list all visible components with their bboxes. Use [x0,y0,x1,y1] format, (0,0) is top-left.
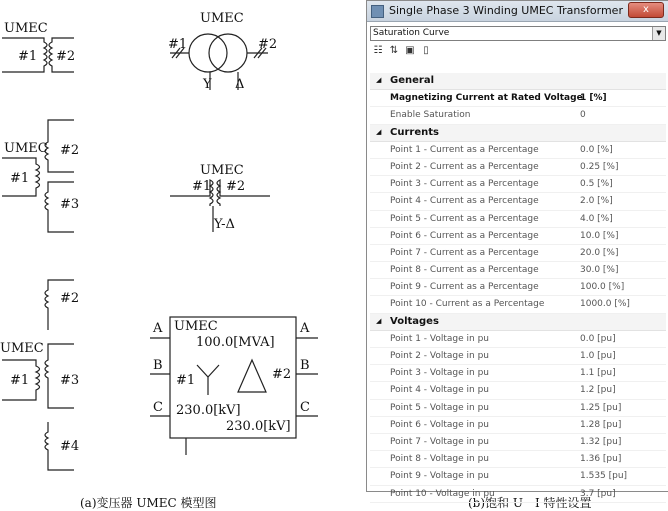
property-row[interactable] [370,331,666,348]
property-row[interactable] [370,159,666,176]
property-value[interactable]: 0.5 [%] [580,179,613,190]
umec-winding-2: #2 [272,367,292,382]
chevron-down-icon[interactable]: ▼ [652,27,665,40]
property-name: Point 3 - Voltage in pu [390,368,490,379]
collapse-icon[interactable]: ◢ [376,316,382,325]
property-name: Point 10 - Voltage in pu [390,488,495,499]
winding-2-label: #2 [226,179,246,194]
toolbar [367,41,668,61]
umec-voltage-2: 230.0[kV] [226,419,291,434]
category-select[interactable] [370,26,666,41]
property-value[interactable]: 2.0 [%] [580,196,613,207]
phase-a-left: A [153,321,163,336]
property-row[interactable] [370,279,666,296]
winding-1-label: #1 [10,171,30,186]
property-value[interactable]: 0.0 [%] [580,144,613,155]
property-name: Point 2 - Voltage in pu [390,351,490,361]
property-value[interactable]: 0.0 [pu] [580,333,616,344]
umec-winding-1: #1 [176,373,196,388]
page-icon[interactable]: ▯ [423,45,429,56]
winding-2-label: #2 [60,291,80,306]
phase-c-right: C [300,400,310,415]
property-row[interactable] [370,262,666,279]
property-value[interactable]: 1.2 [pu] [580,385,616,396]
winding-2-label: #2 [258,37,278,52]
property-value[interactable]: 20.0 [%] [580,247,619,258]
close-button[interactable]: x [628,2,664,18]
category-select-value: Saturation Curve [373,28,450,38]
phase-b-right: B [300,358,310,373]
property-row[interactable] [370,90,666,107]
property-value[interactable]: 1.36 [pu] [580,454,622,465]
property-row[interactable] [370,434,666,451]
property-value[interactable]: 1000.0 [%] [580,299,630,310]
property-row[interactable] [370,451,666,468]
property-value[interactable]: 1.0 [pu] [580,351,616,361]
property-name: Point 8 - Current as a Percentage [390,265,539,276]
property-name: Point 4 - Voltage in pu [390,385,490,396]
property-row[interactable] [370,382,666,399]
property-value[interactable]: 100.0 [%] [580,282,625,293]
property-row[interactable] [370,142,666,159]
window-titlebar[interactable] [367,1,668,22]
umec-rating: 100.0[MVA] [196,335,275,350]
property-value[interactable]: 1.1 [pu] [580,368,616,379]
winding-2-label: #2 [56,49,76,64]
properties-icon[interactable]: ▣ [405,45,415,56]
property-row[interactable] [370,365,666,382]
ydelta-label: Y-Δ [214,217,235,232]
property-value[interactable]: 0.25 [%] [580,161,619,172]
phase-a-right: A [300,321,310,336]
umec-label-2: UMEC [200,11,244,26]
property-row[interactable] [370,228,666,245]
delta-label: Δ [235,77,245,92]
collapse-icon[interactable]: ◢ [376,127,382,136]
property-name: Point 3 - Current as a Percentage [390,179,539,190]
property-value[interactable]: 1 [%] [580,93,607,104]
y-label: Y [203,77,212,92]
umec-label-3: UMEC [4,141,48,156]
umec-voltage-1: 230.0[kV] [176,403,241,418]
category-general[interactable] [370,73,666,90]
property-name: Point 7 - Voltage in pu [390,436,490,447]
window-title: Single Phase 3 Winding UMEC Transformer [389,4,623,17]
umec-label-5: UMEC [0,341,44,356]
winding-1-label: #1 [18,49,38,64]
app-icon [371,5,384,18]
property-value[interactable]: 4.0 [%] [580,213,613,224]
property-name: Point 9 - Current as a Percentage [390,282,539,293]
property-name: Enable Saturation [390,110,471,121]
property-name: Point 2 - Current as a Percentage [390,161,539,172]
collapse-icon[interactable]: ◢ [376,76,382,84]
property-value[interactable]: 3.7 [pu] [580,488,616,499]
property-value[interactable]: 1.28 [pu] [580,419,622,430]
property-name: Point 6 - Current as a Percentage [390,230,539,241]
winding-1-label: #1 [168,37,188,52]
winding-1-label: #1 [192,179,212,194]
property-name: Point 1 - Current as a Percentage [390,144,539,155]
property-row[interactable] [370,107,666,124]
property-name: Magnetizing Current at Rated Voltage [390,93,583,104]
category-voltages[interactable] [370,314,666,331]
property-row[interactable] [370,486,666,503]
caption-b: (b)饱和 U－I 特性设置 [468,496,592,510]
winding-3-label: #3 [60,373,80,388]
winding-3-label: #3 [60,197,80,212]
property-name: Point 1 - Voltage in pu [390,333,490,344]
property-name: Point 9 - Voltage in pu [390,471,490,482]
property-name: Point 7 - Current as a Percentage [390,247,539,258]
caption-a: (a)变压器 UMEC 模型图 [80,496,217,510]
winding-4-label: #4 [60,439,80,454]
winding-2-label: #2 [60,143,80,158]
property-name: Point 4 - Current as a Percentage [390,196,539,207]
property-row[interactable] [370,296,666,313]
property-name: Point 6 - Voltage in pu [390,419,490,430]
property-row[interactable] [370,245,666,262]
property-value[interactable]: 10.0 [%] [580,230,619,241]
property-value[interactable]: 0 [580,110,586,121]
property-value[interactable]: 30.0 [%] [580,265,619,276]
property-name: Point 5 - Voltage in pu [390,402,490,413]
categorized-icon[interactable]: ☷ [373,45,383,56]
property-row[interactable] [370,211,666,228]
category-title: General [390,75,434,86]
property-name: Point 5 - Current as a Percentage [390,213,539,224]
property-value[interactable]: 1.535 [pu] [580,471,628,482]
property-value[interactable]: 1.32 [pu] [580,436,622,447]
category-title: Currents [390,126,439,138]
property-row[interactable] [370,193,666,210]
property-name: Point 10 - Current as a Percentage [390,299,545,310]
category-currents[interactable] [370,125,666,142]
sort-alpha-icon[interactable]: ⇅ [389,45,399,56]
property-window [366,0,668,499]
property-row[interactable] [370,348,666,365]
category-title: Voltages [390,315,439,327]
property-name: Point 8 - Voltage in pu [390,454,490,465]
property-row[interactable] [370,468,666,485]
property-row[interactable] [370,400,666,417]
phase-c-left: C [153,400,163,415]
phase-b-left: B [153,358,163,373]
property-row[interactable] [370,417,666,434]
umec-block-title: UMEC [174,319,218,334]
property-value[interactable]: 1.25 [pu] [580,402,622,413]
umec-label-1: UMEC [4,21,48,36]
property-row[interactable] [370,176,666,193]
property-grid [370,73,666,503]
winding-1-label: #1 [10,373,30,388]
umec-label-4: UMEC [200,163,244,178]
